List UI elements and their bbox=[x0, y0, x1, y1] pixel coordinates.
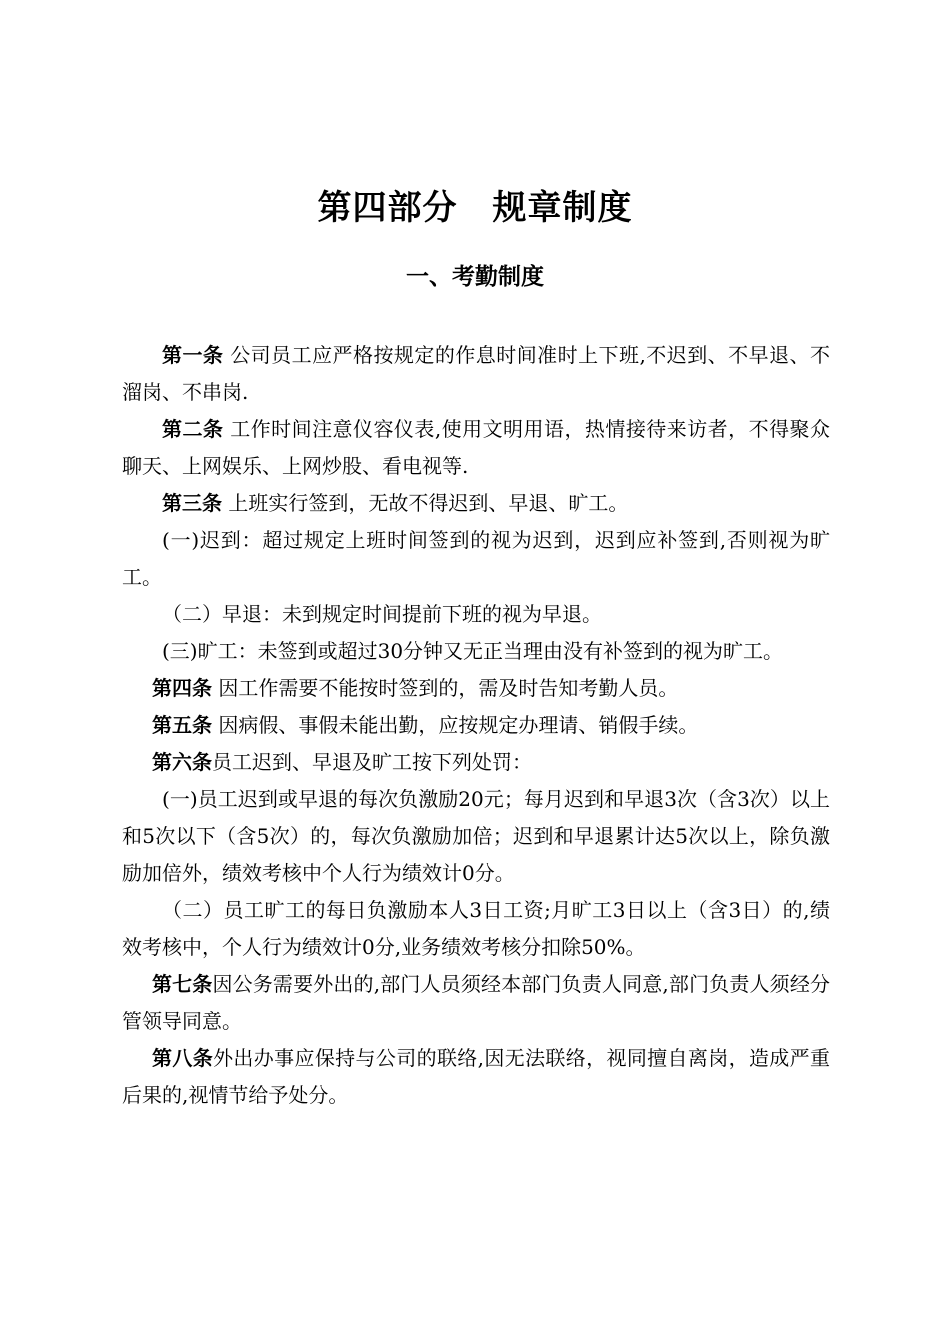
article-1 bbox=[122, 337, 830, 411]
article-text: 因工作需要不能按时签到的，需及时告知考勤人员。 bbox=[212, 676, 679, 700]
clause-text: （二）员工旷工的每日负激励本人3日工资;月旷工3日以上（含3日）的,绩效考核中，个人行为绩效计0分,业务绩效考核分扣除50%。 bbox=[122, 898, 830, 959]
article-heading: 第七条 bbox=[152, 972, 213, 996]
clause-text: (三)旷工：未签到或超过30分钟又无正当理由没有补签到的视为旷工。 bbox=[162, 639, 784, 663]
article-heading: 第一条 bbox=[162, 343, 224, 367]
article-heading: 第五条 bbox=[152, 713, 212, 737]
clause-penalty-late bbox=[122, 781, 830, 892]
article-heading: 第三条 bbox=[162, 491, 222, 515]
article-4 bbox=[122, 670, 830, 707]
article-heading: 第六条 bbox=[152, 750, 212, 774]
article-heading: 第八条 bbox=[152, 1046, 214, 1070]
clause-late bbox=[122, 522, 830, 596]
article-text: 员工迟到、早退及旷工按下列处罚： bbox=[212, 750, 532, 774]
article-3 bbox=[122, 485, 830, 522]
article-text: 上班实行签到，无故不得迟到、早退、旷工。 bbox=[222, 491, 629, 515]
article-8 bbox=[122, 1040, 830, 1114]
document-body bbox=[122, 337, 830, 1114]
clause-penalty-absence bbox=[122, 892, 830, 966]
article-text: 工作时间注意仪容仪表,使用文明用语，热情接待来访者，不得聚众聊天、上网娱乐、上网炒股、看电视等. bbox=[122, 417, 830, 478]
article-6 bbox=[122, 744, 830, 781]
page-title: 第四部分 规章制度 bbox=[317, 188, 633, 228]
article-text: 外出办事应保持与公司的联络,因无法联络，视同擅自离岗，造成严重后果的,视情节给予处分。 bbox=[122, 1046, 831, 1107]
article-text: 因公务需要外出的,部门人员须经本部门负责人同意,部门负责人须经分管领导同意。 bbox=[122, 972, 830, 1033]
clause-text: (一)员工迟到或早退的每次负激励20元；每月迟到和早退3次（含3次）以上和5次以下（含5次）的，每次负激励加倍；迟到和早退累计达5次以上，除负激励加倍外，绩效考核中个人行为绩效计0分。 bbox=[122, 787, 830, 885]
clause-absence bbox=[122, 633, 830, 670]
article-text: 因病假、事假未能出勤，应按规定办理请、销假手续。 bbox=[212, 713, 699, 737]
clause-text: （二）早退：未到规定时间提前下班的视为早退。 bbox=[162, 602, 602, 626]
article-2 bbox=[122, 411, 830, 485]
article-heading: 第四条 bbox=[152, 676, 212, 700]
article-text: 公司员工应严格按规定的作息时间准时上下班,不迟到、不早退、不溜岗、不串岗. bbox=[122, 343, 830, 404]
section-heading: 一、考勤制度 bbox=[406, 264, 544, 290]
article-5 bbox=[122, 707, 830, 744]
clause-text: (一)迟到：超过规定上班时间签到的视为迟到，迟到应补签到,否则视为旷工。 bbox=[122, 528, 830, 589]
article-heading: 第二条 bbox=[162, 417, 224, 441]
article-7 bbox=[122, 966, 830, 1040]
clause-early-leave bbox=[122, 596, 830, 633]
